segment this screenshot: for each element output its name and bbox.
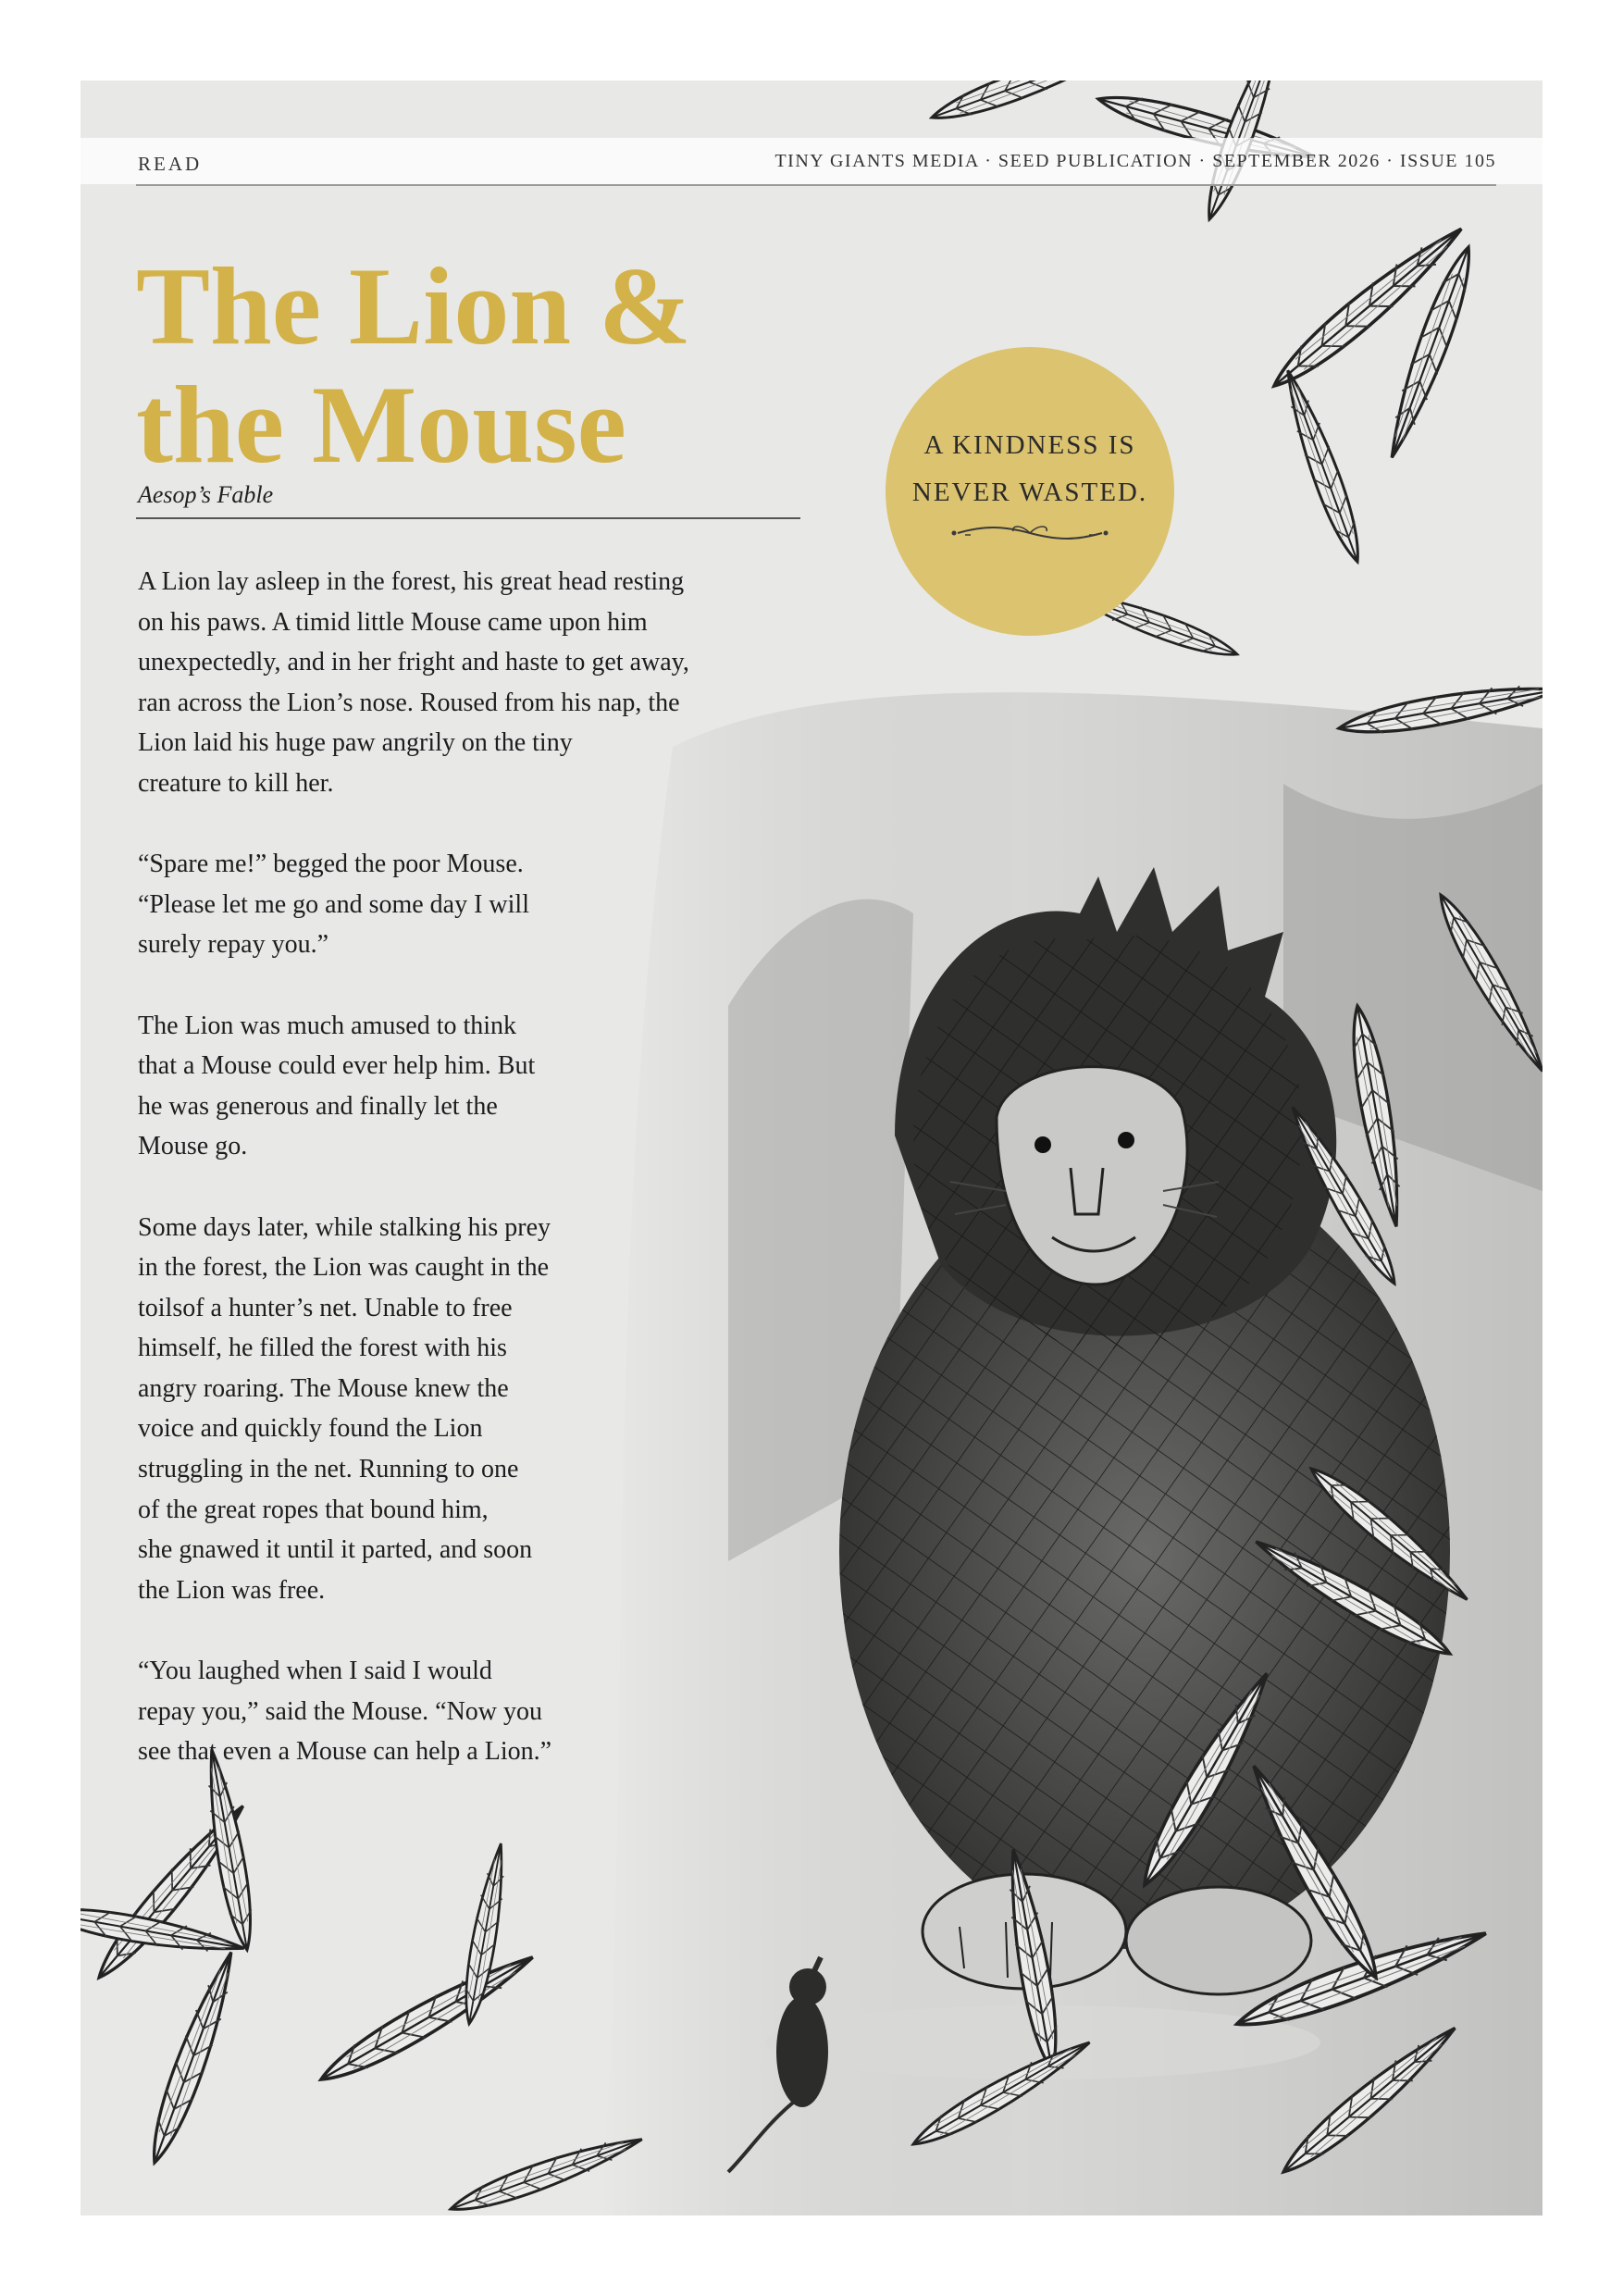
article-body: [138, 562, 804, 1812]
pull-quote-badge: [886, 347, 1174, 636]
body-paragraph: A Lion lay asleep in the forest, his great head resting on his paws. A timid little Mouse came upon him unexpectedly, and in her fright and haste to get away, ran across the Lion’s nose. Roused from his nap, the Lion laid his huge paw angrily on the tiny creature to kill her.: [138, 567, 689, 798]
body-paragraph: Some days later, while stalking his prey in the forest, the Lion was caught in the toilsof a hunter’s net. Unable to free himself, he filled the forest with his angry roaring. The Mouse knew the voice and quickly found the Lion struggling in the net. Running to one of the great ropes that bound him, she gnawed it until it parted, and soon the Lion was free.: [138, 1212, 551, 1605]
body-paragraph: The Lion was much amused to think that a Mouse could ever help him. But he was generous and finally let the Mouse go.: [138, 1011, 536, 1161]
body-paragraph: “Spare me!” begged the poor Mouse. “Please let me go and some day I will surely repay you.”: [138, 850, 529, 960]
flourish-ornament-icon: [947, 522, 1113, 544]
leaf-cluster-bottom-left: [81, 1747, 647, 2215]
body-paragraph: “You laughed when I said I would repay you,” said the Mouse. “Now you see that even a Mouse can help a Lion.”: [138, 1657, 552, 1767]
header-divider: [136, 184, 1496, 186]
article-title: The Lion & the Mouse: [136, 244, 692, 486]
magazine-page: [81, 81, 1542, 2215]
section-label: READ: [138, 153, 203, 175]
article-subtitle: Aesop’s Fable: [138, 481, 274, 508]
pull-quote-text: A KINDNESS IS NEVER WASTED.: [911, 430, 1148, 507]
title-divider: [136, 517, 800, 519]
publication-info: TINY GIANTS MEDIA · SEED PUBLICATION · SEPTEMBER 2026 · ISSUE 105: [774, 151, 1496, 171]
